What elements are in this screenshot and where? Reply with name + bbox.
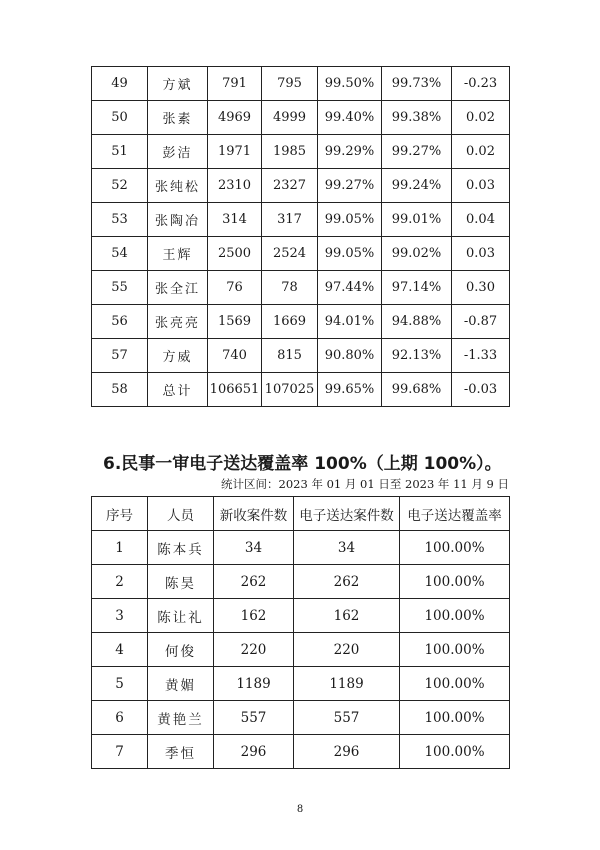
- table-cell: 99.27%: [318, 169, 382, 203]
- table-cell: 106651: [208, 373, 262, 407]
- table-cell: 1189: [214, 667, 294, 701]
- table-cell: 162: [214, 599, 294, 633]
- section-heading: 6.民事一审电子送达覆盖率 100%（上期 100%）。: [103, 454, 502, 474]
- table-body: [92, 531, 510, 769]
- table-cell: 1985: [262, 135, 318, 169]
- table-cell: 99.65%: [318, 373, 382, 407]
- table-row: [92, 599, 510, 633]
- statistics-period: 统计区间：2023 年 01 月 01 日至 2023 年 11 月 9 日: [221, 477, 509, 491]
- header-index: 序号: [92, 497, 148, 531]
- table-cell: 张陶冶: [148, 203, 208, 237]
- table-cell: 97.14%: [382, 271, 452, 305]
- page-number: 8: [296, 804, 304, 815]
- table-cell: 49: [92, 67, 148, 101]
- table-cell: 99.40%: [318, 101, 382, 135]
- table-cell: 94.01%: [318, 305, 382, 339]
- table-cell: 彭洁: [148, 135, 208, 169]
- table-cell: 55: [92, 271, 148, 305]
- table-cell: 0.02: [452, 101, 510, 135]
- table-cell: 52: [92, 169, 148, 203]
- table-cell: 4999: [262, 101, 318, 135]
- header-person: 人员: [148, 497, 214, 531]
- table-cell: 张全江: [148, 271, 208, 305]
- table-row: [92, 169, 510, 203]
- table-cell: 2310: [208, 169, 262, 203]
- table-cell: 97.44%: [318, 271, 382, 305]
- table-cell: 总计: [148, 373, 208, 407]
- table-cell: 1669: [262, 305, 318, 339]
- header-e-service-cases: 电子送达案件数: [294, 497, 400, 531]
- table-cell: 220: [294, 633, 400, 667]
- table-cell: 34: [294, 531, 400, 565]
- table-row: [92, 531, 510, 565]
- table-body: [92, 67, 510, 407]
- table-cell: 黄艳兰: [148, 701, 214, 735]
- table-cell: 296: [294, 735, 400, 769]
- table-cell: 262: [214, 565, 294, 599]
- table-row: [92, 203, 510, 237]
- table-row: [92, 735, 510, 769]
- table-cell: 90.80%: [318, 339, 382, 373]
- table-row: [92, 305, 510, 339]
- table-cell: 1569: [208, 305, 262, 339]
- table-cell: 黄媚: [148, 667, 214, 701]
- table-cell: 99.01%: [382, 203, 452, 237]
- table-cell: 张亮亮: [148, 305, 208, 339]
- table-cell: 557: [214, 701, 294, 735]
- table-cell: 方威: [148, 339, 208, 373]
- table-row: [92, 565, 510, 599]
- e-service-coverage-table: [91, 496, 510, 769]
- table-cell: 何俊: [148, 633, 214, 667]
- table-cell: 296: [214, 735, 294, 769]
- table-row: [92, 701, 510, 735]
- table-cell: 3: [92, 599, 148, 633]
- table-cell: 0.03: [452, 237, 510, 271]
- table-cell: 99.50%: [318, 67, 382, 101]
- table-cell: 100.00%: [400, 565, 510, 599]
- table-cell: 100.00%: [400, 531, 510, 565]
- table-cell: 220: [214, 633, 294, 667]
- table-cell: 0.02: [452, 135, 510, 169]
- table-cell: 56: [92, 305, 148, 339]
- table-row: [92, 271, 510, 305]
- table-cell: 107025: [262, 373, 318, 407]
- table-row: [92, 633, 510, 667]
- table-cell: 94.88%: [382, 305, 452, 339]
- table-cell: 76: [208, 271, 262, 305]
- table-row: [92, 101, 510, 135]
- table-cell: 51: [92, 135, 148, 169]
- table-cell: 4: [92, 633, 148, 667]
- table-cell: 57: [92, 339, 148, 373]
- table-cell: 方斌: [148, 67, 208, 101]
- table-cell: 54: [92, 237, 148, 271]
- table-cell: 6: [92, 701, 148, 735]
- table-cell: 557: [294, 701, 400, 735]
- table-cell: 0.04: [452, 203, 510, 237]
- table-cell: 陈昊: [148, 565, 214, 599]
- table-cell: 53: [92, 203, 148, 237]
- table-cell: 张纯松: [148, 169, 208, 203]
- table-cell: 99.05%: [318, 237, 382, 271]
- court-stats-table-continued: [91, 66, 510, 407]
- table-row: [92, 135, 510, 169]
- table-cell: 陈让礼: [148, 599, 214, 633]
- table-cell: 791: [208, 67, 262, 101]
- table-cell: -0.87: [452, 305, 510, 339]
- table-cell: 王辉: [148, 237, 208, 271]
- table-cell: 50: [92, 101, 148, 135]
- table-cell: 58: [92, 373, 148, 407]
- table-cell: 2524: [262, 237, 318, 271]
- table-row: [92, 667, 510, 701]
- table-cell: 1: [92, 531, 148, 565]
- table-cell: 99.02%: [382, 237, 452, 271]
- table-cell: 张素: [148, 101, 208, 135]
- table-cell: 99.73%: [382, 67, 452, 101]
- table-cell: 100.00%: [400, 667, 510, 701]
- table-cell: 92.13%: [382, 339, 452, 373]
- table-cell: 2500: [208, 237, 262, 271]
- table-cell: 314: [208, 203, 262, 237]
- table-row: [92, 373, 510, 407]
- table-cell: 99.05%: [318, 203, 382, 237]
- header-coverage-rate: 电子送达覆盖率: [400, 497, 510, 531]
- table-cell: 162: [294, 599, 400, 633]
- table-cell: 100.00%: [400, 633, 510, 667]
- table-cell: 795: [262, 67, 318, 101]
- table-cell: 100.00%: [400, 599, 510, 633]
- table-cell: -0.23: [452, 67, 510, 101]
- table-cell: 740: [208, 339, 262, 373]
- table-cell: 99.27%: [382, 135, 452, 169]
- table-cell: 100.00%: [400, 701, 510, 735]
- table-cell: 34: [214, 531, 294, 565]
- table-cell: 0.30: [452, 271, 510, 305]
- table-cell: 99.68%: [382, 373, 452, 407]
- table-cell: 1971: [208, 135, 262, 169]
- table-row: [92, 67, 510, 101]
- table-cell: -1.33: [452, 339, 510, 373]
- table-cell: 1189: [294, 667, 400, 701]
- table-cell: 季恒: [148, 735, 214, 769]
- table-row: [92, 237, 510, 271]
- table-cell: 78: [262, 271, 318, 305]
- table-cell: 5: [92, 667, 148, 701]
- table-cell: -0.03: [452, 373, 510, 407]
- table-cell: 0.03: [452, 169, 510, 203]
- table-row: [92, 339, 510, 373]
- table-cell: 317: [262, 203, 318, 237]
- table-cell: 7: [92, 735, 148, 769]
- table-cell: 陈本兵: [148, 531, 214, 565]
- header-new-cases: 新收案件数: [214, 497, 294, 531]
- table-cell: 2: [92, 565, 148, 599]
- table-cell: 99.38%: [382, 101, 452, 135]
- table-cell: 2327: [262, 169, 318, 203]
- table-cell: 815: [262, 339, 318, 373]
- table-header-row: [92, 497, 510, 531]
- table-cell: 262: [294, 565, 400, 599]
- table-cell: 99.24%: [382, 169, 452, 203]
- table-cell: 99.29%: [318, 135, 382, 169]
- table-cell: 100.00%: [400, 735, 510, 769]
- table-cell: 4969: [208, 101, 262, 135]
